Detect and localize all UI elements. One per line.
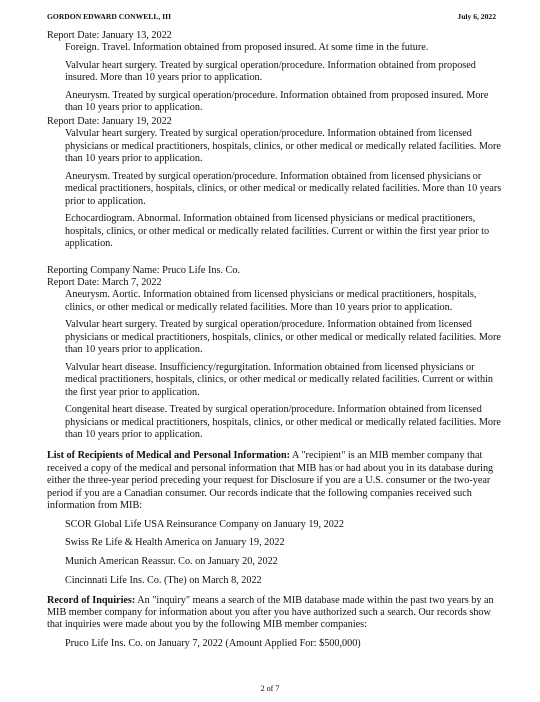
page-header [47,12,496,24]
report-date: Report Date: January 19, 2022 [47,116,172,127]
recipients-list [47,519,507,588]
page-number: 2 of 7 [260,684,280,693]
reporting-company: Reporting Company Name: Pruco Life Ins. Co. [47,264,240,276]
report-entry: Echocardiogram. Abnormal. Information obtained from licensed physicians or medical practitioners, hospitals, clinics, or other medical or medically related facilities. Current or within the first year prior to application. [65,213,490,250]
recipients-text: A "recipient" is an MIB member company that received a copy of the medical and personal information that MIB has or had about you in its database during either the three-year period preceding your request for Disclosure if you are a U.S. consumer or the two-year period if you are a Canadian consumer. Our records indicate that the following companies received such information from MIB: [47,450,494,512]
recipient-item: Swiss Re Life & Health America on January 19, 2022 [65,537,285,549]
report-entry: Valvular heart surgery. Treated by surgical operation/procedure. Information obtained from licensed physicians or medical practitioners, hospitals, clinics, or other medical or medically related facilities. More than 10 years prior to application. [65,128,501,165]
recipients-heading: List of Recipients of Medical and Personal Information: [47,450,291,462]
report-content [47,30,507,650]
recipient-item: SCOR Global Life USA Reinsurance Company on January 19, 2022 [65,518,344,530]
report-entry: Aneurysm. Treated by surgical operation/procedure. Information obtained from proposed insured. More than 10 years prior to application. [65,90,489,114]
report-entry: Valvular heart disease. Insufficiency/regurgitation. Information obtained from licensed physicians or medical practitioners, hospitals, clinics, or other medical or medically related facilities. Current or within the first year prior to application. [65,361,494,398]
inquiries-text: An "inquiry" means a search of the MIB database made within the past two years by an MIB member company for information about you after you have authorized such a search. Our records show that inquiries were made about you by the following MIB member companies: [47,594,494,631]
recipient-item: Munich American Reassur. Co. on January 20, 2022 [65,556,278,568]
report-entry: Foreign. Travel. Information obtained from proposed insured. At some time in the future. [65,42,429,54]
report-entry: Valvular heart surgery. Treated by surgical operation/procedure. Information obtained from licensed physicians or medical practitioners, hospitals, clinics, or other medical or medically related facilities. More than 10 years prior to application. [65,319,501,356]
report-entry: Congenital heart disease. Treated by surgical operation/procedure. Information obtained from licensed physicians or medical practitioners, hospitals, clinics, or other medical or medically related facilities. More than 10 years prior to application. [65,404,501,441]
recipients-paragraph [47,450,507,512]
report-date: Report Date: January 13, 2022 [47,30,172,41]
report-date: Report Date: March 7, 2022 [47,277,162,289]
report-entry: Aneurysm. Treated by surgical operation/procedure. Information obtained from licensed physicians or medical practitioners, hospitals, clinics, or other medical or medically related facilities. More than 10 years prior to application. [65,170,502,207]
header-name: GORDON EDWARD CONWELL, III [47,12,172,21]
header-date: July 6, 2022 [457,12,496,21]
inquiries-paragraph [47,595,507,632]
report-entry: Valvular heart surgery. Treated by surgical operation/procedure. Information obtained from proposed insured. More than 10 years prior to application. [65,60,476,84]
report-entry: Aneurysm. Aortic. Information obtained from licensed physicians or medical practitioners, hospitals, clinics, or other medical or medically related facilities. More than 10 years prior to application. [65,289,477,313]
inquiry-item: Pruco Life Ins. Co. on January 7, 2022 (Amount Applied For: $500,000) [65,637,361,649]
recipient-item: Cincinnati Life Ins. Co. (The) on March 8, 2022 [65,575,262,587]
inquiries-heading: Record of Inquiries: [47,594,136,606]
